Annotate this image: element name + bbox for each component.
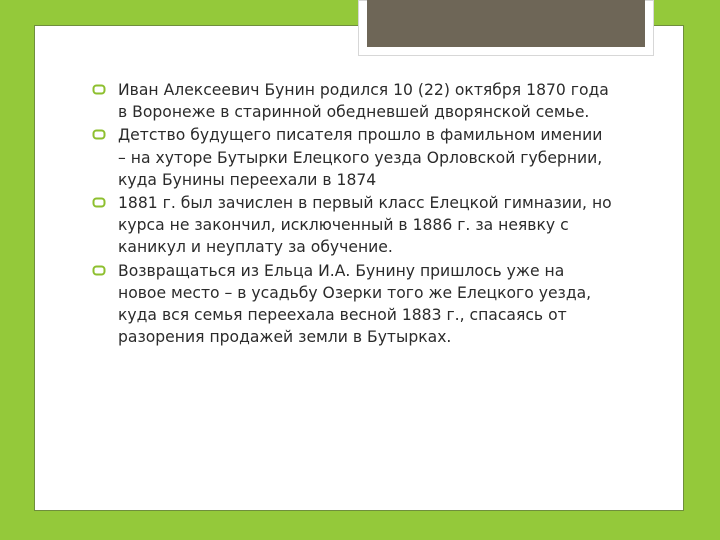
rounded-square-bullet-icon [92, 197, 106, 208]
rounded-square-bullet-icon [92, 84, 106, 95]
rounded-square-bullet-icon [92, 129, 106, 140]
bullet-list [92, 79, 612, 349]
bullet-text-4: Возвращаться из Ельца И.А. Бунину пришлось уже на новое место – в усадьбу Озерки того же Елецкого уезда, куда вся семья переехала весной 1883 г., спасаясь от разорения продажей земли в Бутырках. [118, 261, 592, 347]
bullet-item-2 [92, 124, 612, 191]
bullet-item-4 [92, 260, 612, 349]
bullet-item-3 [92, 192, 612, 259]
bullet-item-1 [92, 79, 612, 123]
bullet-text-2: Детство будущего писателя прошло в фамильном имении – на хуторе Бутырки Елецкого уезда Орловской губернии, куда Бунины переехали в 1874 [118, 126, 603, 189]
bullet-text-1: Иван Алексеевич Бунин родился 10 (22) октября 1870 года в Воронеже в старинной обедневшей дворянской семье. [118, 81, 609, 122]
bullet-text-3: 1881 г. был зачислен в первый класс Елецкой гимназии, но курса не закончил, исключенный в 1886 г. за неявку с каникул и неуплату за обучение. [118, 194, 612, 257]
title-placeholder-block [367, 0, 645, 47]
rounded-square-bullet-icon [92, 265, 106, 276]
